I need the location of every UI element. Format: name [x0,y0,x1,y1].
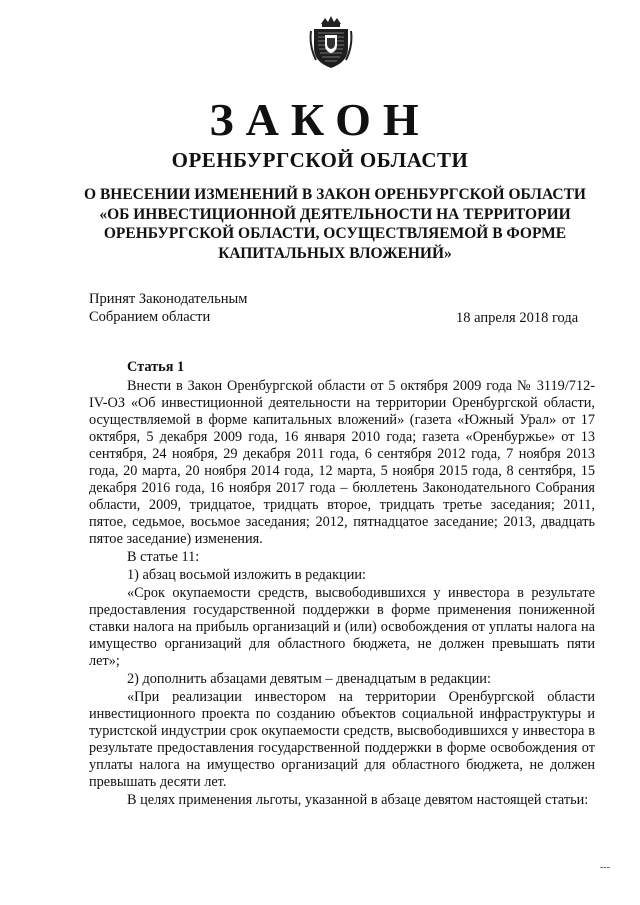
law-subject-title [80,185,590,263]
article-paragraph: «При реализации инвестором на территории Оренбургской области инвестиционного проекта по созданию объектов социальной инфраструктуры и туристской индустрии срок окупаемости средств, высвободившихся у инвестора в результате предоставления государственной поддержки в форме освобождения от уплаты налога на имущество организаций для областного бюджета, не должен превышать десяти лет. [89,689,595,790]
adoption-date: 18 апреля 2018 года [456,310,579,326]
page-continuation-mark: --- [600,862,610,873]
adoption-line: Принят Законодательным [89,291,248,307]
article-body [89,359,595,810]
subject-line: «ОБ ИНВЕСТИЦИОННОЙ ДЕЯТЕЛЬНОСТИ НА ТЕРРИТОРИИ [99,205,571,223]
document-type-title: ЗАКОН [209,94,431,145]
article-heading: Статья 1 [127,359,185,375]
article-paragraph: В целях применения льготы, указанной в абзаце девятом настоящей статьи: [127,792,589,808]
region-title: ОРЕНБУРГСКОЙ ОБЛАСТИ [171,148,469,172]
article-paragraph: «Срок окупаемости средств, высвободившихся у инвестора в результате предоставления государственной поддержки в форме применения пониженной ставки налога на прибыль организаций и (или) освобождения от уплаты налога на имущество организаций для областного бюджета, не должен превышать пяти лет»; [89,585,595,669]
subject-line: ОРЕНБУРГСКОЙ ОБЛАСТИ, ОСУЩЕСТВЛЯЕМОЙ В ФОРМЕ [103,225,567,242]
coat-of-arms-icon [308,16,354,70]
adoption-line: Собранием области [89,309,211,325]
subject-line: О ВНЕСЕНИИ ИЗМЕНЕНИЙ В ЗАКОН ОРЕНБУРГСКОЙ ОБЛАСТИ [84,186,586,203]
article-paragraph: 1) абзац восьмой изложить в редакции: [127,567,366,583]
article-paragraph: 2) дополнить абзацами девятым – двенадцатым в редакции: [127,671,491,687]
adoption-authority [89,290,247,326]
subject-line: КАПИТАЛЬНЫХ ВЛОЖЕНИЙ» [218,244,452,262]
article-paragraph: Внести в Закон Оренбургской области от 5 октября 2009 года № 3119/712-IV-ОЗ «Об инвестиционной деятельности на территории Оренбургской области, осуществляемой в форме капитальных вложений» (газета «Южный Урал» от 17 октября, 5 декабря 2009 года, 16 января 2010 года; газета «Оренбуржье» от 13 сентября, 24 ноября, 29 декабря 2011 года, 6 сентября 2012 года, 7 ноября 2013 года, 20 марта, 20 ноября 2014 года, 12 марта, 5 ноября 2015 года, 8 сентября, 15 декабря 2016 года, 16 ноября 2017 года – бюллетень Законодательного Собрания области, 2009, тридцатое, тридцать второе, тридцать третье заседания; 2011, пятое, седьмое, восьмое заседания; 2012, пятнадцатое заседание; 2013, двадцать пятое заседание) изменения. [89,378,595,547]
article-paragraph: В статье 11: [127,549,200,565]
